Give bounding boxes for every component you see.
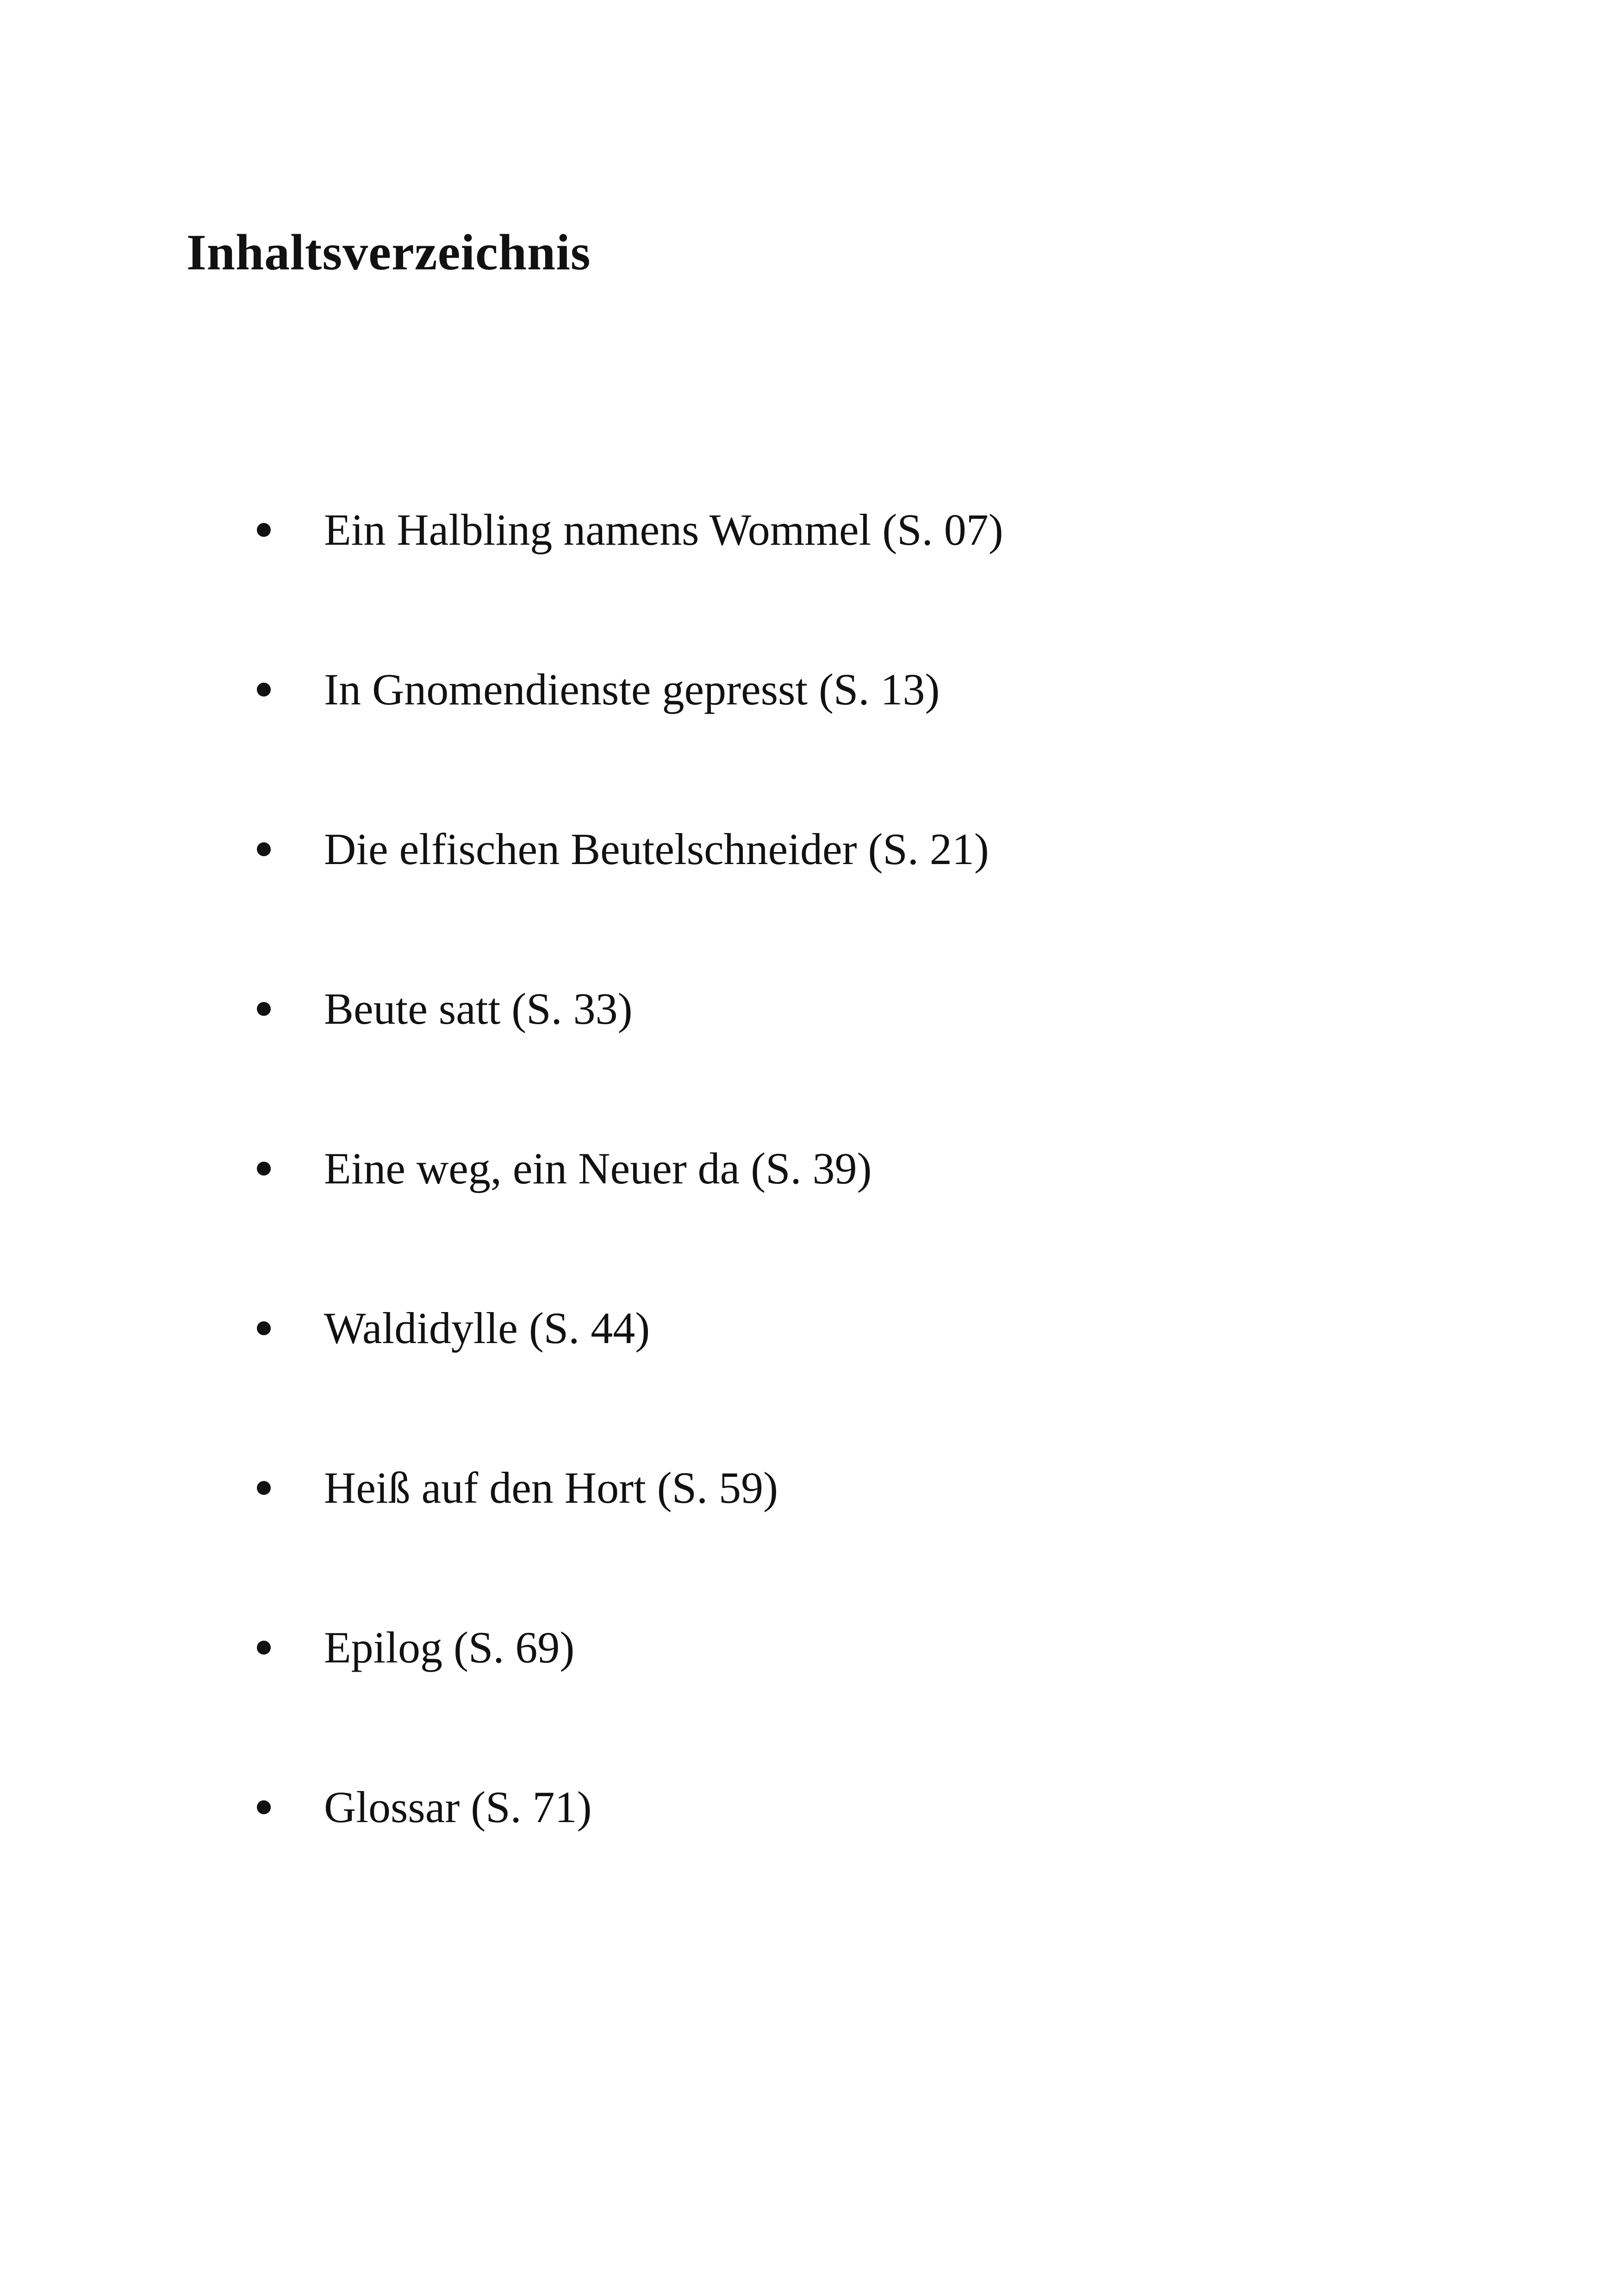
toc-entry (250, 498, 1453, 562)
toc-entry-text: Epilog (S. 69) (324, 1623, 575, 1672)
toc-entry-text: Waldidylle (S. 44) (324, 1303, 650, 1353)
toc-entry-text: Die elfischen Beutelschneider (S. 21) (324, 824, 989, 874)
bullet-icon (257, 842, 271, 856)
bullet-icon (257, 1002, 271, 1016)
toc-entry (250, 1456, 1453, 1520)
toc-entry-text: Ein Halbling namens Wommel (S. 07) (324, 505, 1003, 554)
toc-entry (250, 1775, 1453, 1840)
toc-entry-text: Eine weg, ein Neuer da (S. 39) (324, 1144, 872, 1193)
toc-entry (250, 1615, 1453, 1680)
toc-entry (250, 1296, 1453, 1361)
toc-entry (250, 657, 1453, 722)
toc-entry-text: Heiß auf den Hort (S. 59) (324, 1463, 778, 1512)
bullet-icon (257, 1162, 271, 1176)
bullet-icon (257, 1641, 271, 1655)
toc-entry-text: Beute satt (S. 33) (324, 984, 633, 1033)
toc-entry-text: In Gnomendienste gepresst (S. 13) (324, 665, 940, 714)
page-title: Inhaltsverzeichnis (187, 224, 591, 280)
toc-entry-text: Glossar (S. 71) (324, 1782, 592, 1832)
bullet-icon (257, 1481, 271, 1495)
bullet-icon (257, 1800, 271, 1814)
bullet-icon (257, 523, 271, 537)
toc-entry (250, 817, 1453, 882)
toc-entry (250, 977, 1453, 1041)
bullet-icon (257, 1321, 271, 1335)
bullet-icon (257, 683, 271, 697)
toc-entry (250, 1136, 1453, 1201)
